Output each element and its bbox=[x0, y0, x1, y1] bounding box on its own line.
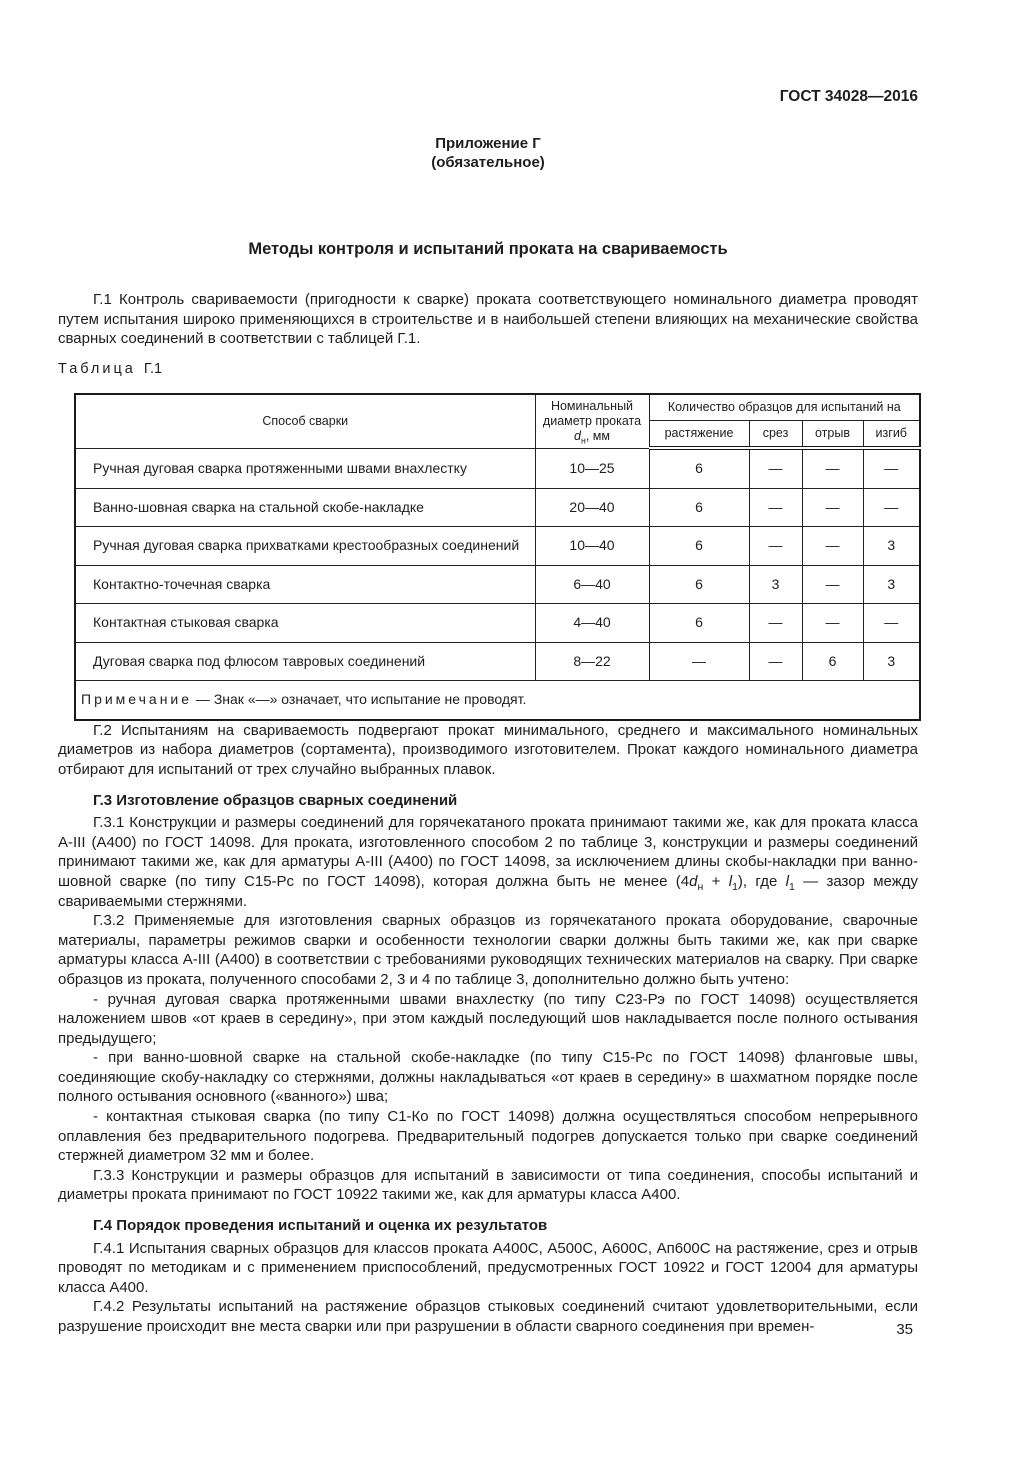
col-header-method: Способ сварки bbox=[75, 394, 535, 449]
table-row bbox=[75, 527, 920, 566]
page-number: 35 bbox=[896, 1321, 913, 1338]
table-row bbox=[75, 604, 920, 643]
table-note-label: Примечание bbox=[81, 691, 193, 708]
cell-diameter: 6—40 bbox=[535, 565, 649, 604]
table-caption-number: Г.1 bbox=[143, 360, 163, 377]
table-row bbox=[75, 642, 920, 681]
paragraph-bullet-3: - контактная стыковая сварка (по типу С1-Ко по ГОСТ 14098) должна осуществляться способом непрерывного оплавления без предварительного подогрева. Предварительный подогрев допускается только при сварке соединений стержней диаметром 32 мм и более. bbox=[58, 1108, 918, 1165]
cell-shear: — bbox=[749, 488, 802, 527]
cell-method: Дуговая сварка под флюсом тавровых соединений bbox=[75, 642, 535, 681]
cell-bend: — bbox=[863, 604, 920, 643]
cell-shear: — bbox=[749, 527, 802, 566]
paragraph-bullet-1: - ручная дуговая сварка протяженными швами внахлестку (по типу С23-Рэ по ГОСТ 14098) осуществляется наложением швов «от краев в середину», при этом каждый последующий шов накладывается после полного остывания предыдущего; bbox=[58, 990, 918, 1047]
cell-method: Ванно-шовная сварка на стальной скобе-накладке bbox=[75, 488, 535, 527]
col-header-group: Количество образцов для испытаний на bbox=[649, 394, 920, 421]
cell-tearoff: — bbox=[802, 527, 863, 566]
col-header-diameter: Номинальный диаметр проката $d_н$, мм bbox=[535, 394, 649, 449]
cell-diameter: 10—40 bbox=[535, 527, 649, 566]
paragraph-g4-2: Г.4.2 Результаты испытаний на растяжение образцов стыковых соединений считают удовлетворительными, если разрушение происходит вне места сварки или при разрушении в области сварного соединения при времен- bbox=[58, 1298, 918, 1335]
paragraph-g3-2: Г.3.2 Применяемые для изготовления сварных образцов из горячекатаного проката оборудование, сварочные материалы, параметры режимов сварки и особенности технологии сварки должны быть такими же, как при сварке арматуры класса А-III (А400) в соответствии с требованиями руководящих технических материалов на сварку. При сварке образцов из проката, полученного способами 2, 3 и 4 по таблице 3, дополнительно должно быть учтено: bbox=[58, 912, 918, 988]
cell-tearoff: — bbox=[802, 565, 863, 604]
table-row bbox=[75, 488, 920, 527]
cell-tension: 6 bbox=[649, 527, 749, 566]
cell-shear: — bbox=[749, 642, 802, 681]
cell-bend: 3 bbox=[863, 565, 920, 604]
cell-method: Ручная дуговая сварка протяженными швами внахлестку bbox=[75, 448, 535, 488]
cell-diameter: 10—25 bbox=[535, 448, 649, 488]
page-title: Методы контроля и испытаний проката на свариваемость bbox=[248, 240, 728, 258]
table-caption bbox=[58, 361, 918, 377]
paragraph-g1: Г.1 Контроль свариваемости (пригодности к сварке) проката соответствующего номинального диаметра проводят путем испытания широко применяющихся в строительстве и в наибольшей степени влияющих на механические свойства сварных соединений в соответствии с таблицей Г.1. bbox=[58, 291, 918, 348]
table-note bbox=[75, 681, 920, 720]
cell-bend: — bbox=[863, 448, 920, 488]
paragraph-g3-3: Г.3.3 Конструкции и размеры образцов для испытаний в зависимости от типа соединения, способы испытаний и диаметры проката принимают по ГОСТ 10922 такими же, как для арматуры класса А400. bbox=[58, 1166, 918, 1204]
cell-tension: 6 bbox=[649, 488, 749, 527]
col-header-tearoff: отрыв bbox=[802, 420, 863, 448]
appendix-kind: (обязательное) bbox=[431, 154, 545, 171]
cell-diameter: 4—40 bbox=[535, 604, 649, 643]
cell-shear: — bbox=[749, 448, 802, 488]
cell-bend: 3 bbox=[863, 642, 920, 681]
cell-tearoff: — bbox=[802, 604, 863, 643]
col-header-shear: срез bbox=[749, 420, 802, 448]
cell-diameter: 20—40 bbox=[535, 488, 649, 527]
cell-tension: — bbox=[649, 642, 749, 681]
cell-tearoff: — bbox=[802, 448, 863, 488]
cell-tearoff: — bbox=[802, 488, 863, 527]
table-note-text: — Знак «—» означает, что испытание не проводят. bbox=[192, 691, 527, 708]
table-note-row bbox=[75, 681, 920, 720]
cell-method: Контактная стыковая сварка bbox=[75, 604, 535, 643]
cell-tension: 6 bbox=[649, 448, 749, 488]
table-row bbox=[75, 448, 920, 488]
cell-shear: 3 bbox=[749, 565, 802, 604]
cell-method: Контактно-точечная сварка bbox=[75, 565, 535, 604]
cell-bend: — bbox=[863, 488, 920, 527]
cell-method: Ручная дуговая сварка прихватками крестообразных соединений bbox=[75, 527, 535, 566]
appendix-label: Приложение Г bbox=[435, 135, 541, 152]
col-header-bend: изгиб bbox=[863, 420, 920, 448]
paragraph-bullet-2: - при ванно-шовной сварке на стальной скобе-накладке (по типу С15-Рс по ГОСТ 14098) фланговые швы, соединяющие скобу-накладку со стержнями, должны накладываться «от краев в середину» в шахматном порядке после полного остывания основного («ванного») шва; bbox=[58, 1049, 918, 1106]
heading-g4: Г.4 Порядок проведения испытаний и оценка их результатов bbox=[93, 1217, 548, 1235]
paragraph-g2: Г.2 Испытаниям на свариваемость подвергают прокат минимального, среднего и максимального номинальных диаметров из набора диаметров (сортамента), производимого изготовителем. Прокат каждого номинального диаметра отбирают для испытаний от трех случайно выбранных плавок. bbox=[58, 721, 918, 778]
heading-g3: Г.3 Изготовление образцов сварных соединений bbox=[93, 791, 458, 809]
table-header-row-1 bbox=[75, 394, 920, 421]
cell-diameter: 8—22 bbox=[535, 642, 649, 681]
cell-tension: 6 bbox=[649, 604, 749, 643]
col-header-tension: растяжение bbox=[649, 420, 749, 448]
paragraph-g3-1: Г.3.1 Конструкции и размеры соединений для горячекатаного проката принимают такими же, как для проката класса А-III (А400) по ГОСТ 14098. Для проката, изготовленного способом 2 по таблице 3, конструкции и размеры соединений принимают такими же, как для арматуры А-III (А400) по ГОСТ 14098, за исключением длины скобы-накладки при ванно-шовной сварке (по типу С15-Рс по ГОСТ 14098), которая должна быть не менее $(4d_н + l_1)$, где $l_1$ — зазор между свариваемыми стержнями. bbox=[58, 814, 918, 910]
table-caption-word: Таблица bbox=[58, 360, 136, 377]
table-g1 bbox=[74, 393, 921, 721]
paragraph-g4-1: Г.4.1 Испытания сварных образцов для классов проката А400С, А500С, А600С, Ап600С на растяжение, срез и отрыв проводят по методикам и с применением приспособлений, предусмотренных ГОСТ 10922 и ГОСТ 12004 для арматуры класса А400. bbox=[58, 1239, 918, 1296]
cell-tearoff: 6 bbox=[802, 642, 863, 681]
table-row bbox=[75, 565, 920, 604]
cell-shear: — bbox=[749, 604, 802, 643]
cell-tension: 6 bbox=[649, 565, 749, 604]
doc-number: ГОСТ 34028—2016 bbox=[779, 88, 918, 105]
cell-bend: 3 bbox=[863, 527, 920, 566]
